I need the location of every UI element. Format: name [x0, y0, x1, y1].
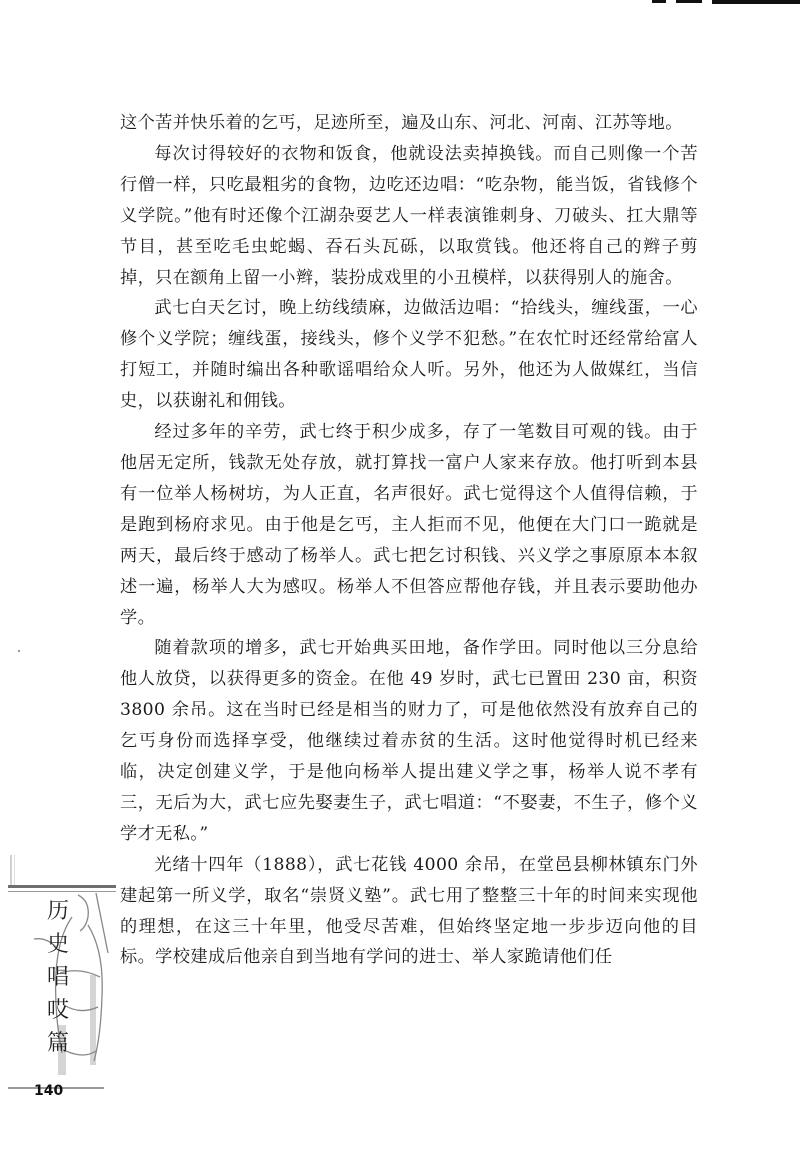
- header-mark: [676, 0, 702, 3]
- paragraph: 这个苦并快乐着的乞丐，足迹所至，遍及山东、河北、河南、江苏等地。: [120, 113, 683, 133]
- scan-speck: [18, 650, 20, 652]
- paragraph: 光绪十四年（1888），武七花钱 4000 余吊，在堂邑县柳林镇东门外建起第一所义学，取名“崇贤义塾”。武七用了整整三十年的时间来实现他的理想，在这三十年里，他受尽苦难，但始终坚定地一步步迈向他的目标。学校建成后他亲自到当地有学问的进士、举人家跪请他们任: [120, 854, 698, 968]
- section-title-vertical: [38, 895, 78, 1060]
- page-number: 140: [34, 1083, 64, 1099]
- paragraph: 每次讨得较好的衣物和饭食，他就设法卖掉换钱。而自己则像一个苦行僧一样，只吃最粗劣的食物，边吃还边唱：“吃杂物，能当饭，省钱修个义学院。”他有时还像个江湖杂耍艺人一样表演锥刺身、刀破头、扛大鼎等节目，甚至吃毛虫蛇蝎、吞石头瓦砾，以取赏钱。他还将自己的辫子剪掉，只在额角上留一小辫，装扮成戏里的小丑模样，以获得别人的施舍。: [120, 143, 698, 288]
- paragraph: 武七白天乞讨，晚上纺线绩麻，边做活边唱：“拾线头，缠线蛋，一心修个义学院；缠线蛋，接线头，修个义学不犯愁。”在农忙时还经常给富人打短工，并随时编出各种歌谣唱给众人听。另外，他还为人做媒红，当信史，以获谢礼和佣钱。: [120, 298, 698, 412]
- header-mark: [652, 0, 666, 3]
- section-title-char: 哎: [46, 998, 69, 1023]
- section-title-char: 历: [46, 899, 69, 924]
- section-title-char: 史: [46, 932, 69, 957]
- paragraph: 随着款项的增多，武七开始典买田地，备作学田。同时他以三分息给他人放贷，以获得更多的资金。在他 49 岁时，武七已置田 230 亩，积资 3800 余吊。这在当时已经是相当的财力了，可是他依然没有放弃自己的乞丐身份而选择享受，他继续过着赤贫的生活。这时他觉得时机已经来临，决定创建义学，于是他向杨举人提出建义学之事，杨举人说不孝有三，无后为大，武七应先娶妻生子，武七唱道：“不娶妻，不生子，修个义学才无私。”: [120, 638, 698, 844]
- section-title-char: 篇: [46, 1031, 69, 1056]
- section-title-char: 唱: [46, 965, 69, 990]
- paragraph: 经过多年的辛劳，武七终于积少成多，存了一笔数目可观的钱。由于他居无定所，钱款无处存放，就打算找一富户人家来存放。他打听到本县有一位举人杨树坊，为人正直，名声很好。武七觉得这个人值得信赖，于是跑到杨府求见。由于他是乞丐，主人拒而不见，他便在大门口一跪就是两天，最后终于感动了杨举人。武七把乞讨积钱、兴义学之事原原本本叙述一遍，杨举人大为感叹。杨举人不但答应帮他存钱，并且表示要助他办学。: [120, 422, 698, 628]
- header-bar: [712, 0, 800, 4]
- body-text: [120, 108, 698, 973]
